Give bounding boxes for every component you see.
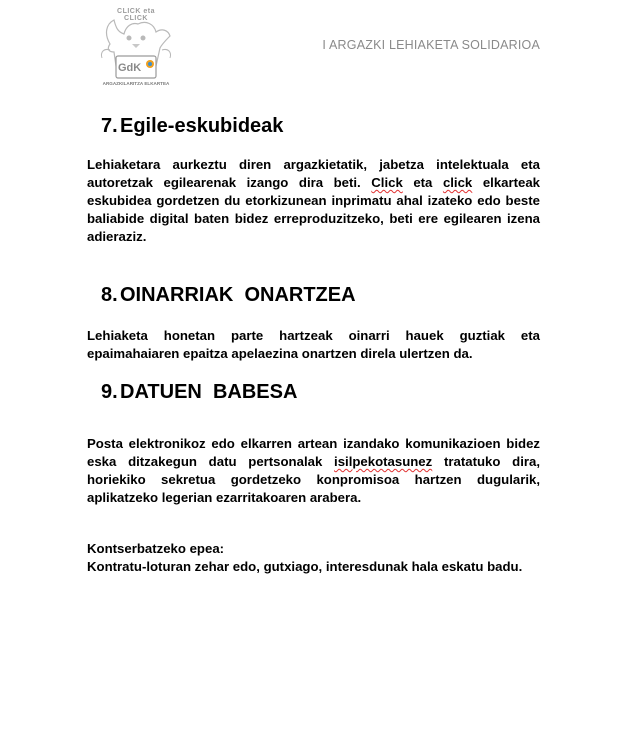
retention-label: Kontserbatzeko epea: <box>87 541 225 556</box>
section-title: Egile-eskubideak <box>120 115 284 137</box>
section-paragraph-7 <box>87 156 540 246</box>
section-number: 9. <box>101 381 118 403</box>
paragraph-text: Lehiaketara aurkeztu diren argazkietatik, jabetza intelektuala eta autoretzak egilearenak izango dira beti. <box>87 157 540 190</box>
paragraph-text: elkarteak eskubidea gordetzen du etorkizunean inprimatu ahal izateko edo beste baliabide digital baten bidez erreproduzitzeko, beti ere egilearen izena adieraziz. <box>87 175 541 244</box>
logo-bottom-text: ARGAZKILARITZA ELKARTEA <box>102 81 170 86</box>
header-title: I ARGAZKI LEHIAKETA SOLIDARIOA <box>322 38 540 52</box>
section-number: 7. <box>101 115 118 137</box>
spellcheck-word: isilpekotasunez <box>334 454 433 469</box>
section-heading-9 <box>101 381 297 404</box>
section-paragraph-8: Lehiaketa honetan parte hartzeak oinarri hauek guztiak eta epaimahaiaren epaitza apelaezina onartzen direla ulertzen da. <box>87 328 540 361</box>
section-title: OINARRIAK ONARTZEA <box>120 284 356 306</box>
section-number: 8. <box>101 284 118 306</box>
retention-text: Kontratu-loturan zehar edo, gutxiago, interesdunak hala eskatu badu. <box>87 559 523 574</box>
paragraph-text: eta <box>402 175 443 190</box>
section-heading-8 <box>101 284 356 307</box>
logo-badge-text: GdK <box>118 62 142 74</box>
spellcheck-word: click <box>442 175 473 190</box>
paragraph-text: tratatuko dira, horiekiko sekretua gordetzeko konpromisoa hartzen dugularik, aplikatzeko legerian ezarritakoaren arabera. <box>87 454 540 505</box>
section-heading-7 <box>101 115 283 138</box>
section-title: DATUEN BABESA <box>120 381 298 403</box>
section-paragraph-9 <box>87 435 540 507</box>
paragraph-text: Posta elektronikoz edo elkarren artean izandako komunikazioen bidez eska ditzakegun datu pertsonalak <box>87 436 540 469</box>
logo-top-text: CLICK eta CLICK <box>117 8 155 22</box>
club-logo <box>96 8 176 92</box>
spellcheck-word: Click <box>371 175 403 190</box>
